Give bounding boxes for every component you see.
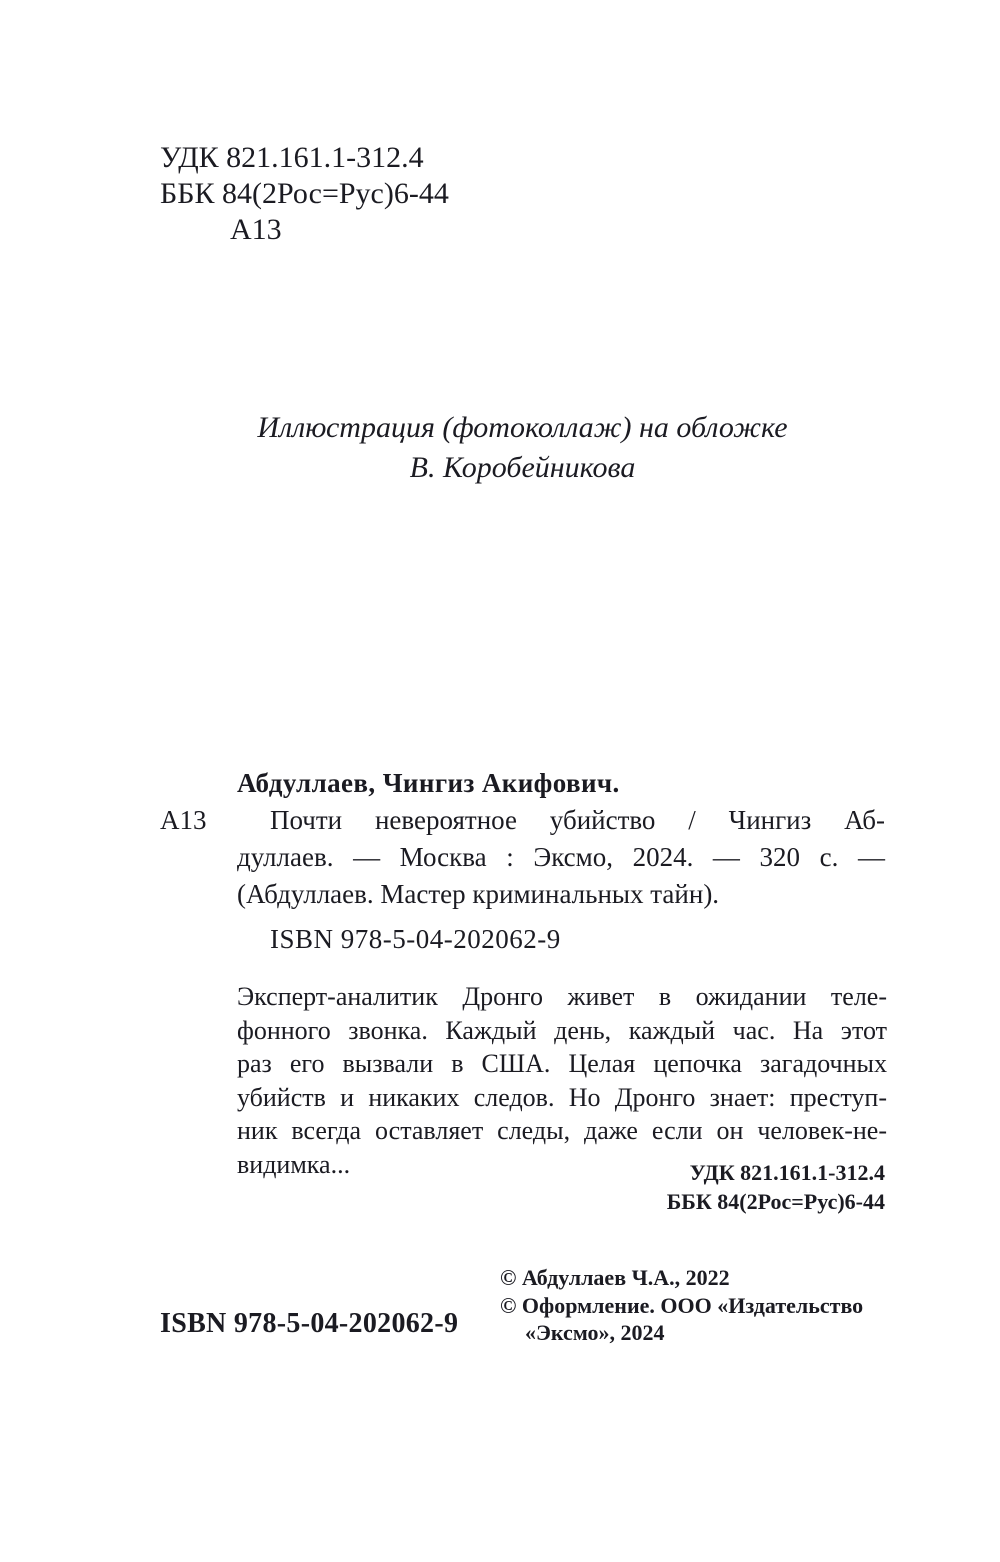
isbn-line: ISBN 978-5-04-202062-9 <box>270 924 561 954</box>
author-sign-code: А13 <box>230 213 282 246</box>
annotation-line: видимка... <box>237 1149 351 1179</box>
annotation-line: Эксперт-аналитик Дронго живет в ожидании теле- <box>237 982 887 1011</box>
catalog-code: А13 <box>160 805 207 835</box>
annotation-line: раз его вызвали в США. Целая цепочка загадочных <box>237 1049 887 1078</box>
catalog-line: Почти невероятное убийство / Чингиз Аб- <box>270 805 885 835</box>
illustration-credit-line: Иллюстрация (фотоколлаж) на обложке <box>257 411 788 444</box>
classification-codes-right <box>667 1158 885 1216</box>
bbk-code-right: ББК 84(2Рос=Рус)6-44 <box>666 1189 885 1214</box>
copyright-line: © Оформление. ООО «Издательство <box>500 1292 864 1318</box>
footer-isbn: ISBN 978-5-04-202062-9 <box>160 1308 459 1339</box>
bbk-code: ББК 84(2Рос=Рус)6-44 <box>160 177 449 210</box>
udk-code: УДК 821.161.1-312.4 <box>160 141 424 174</box>
copyright-line: © Абдуллаев Ч.А., 2022 <box>500 1265 730 1290</box>
top-classification-block <box>160 140 449 248</box>
annotation-line: ник всегда оставляет следы, даже если он человек-не- <box>237 1116 887 1145</box>
copyright-block <box>500 1264 900 1347</box>
illustration-credit <box>160 408 885 488</box>
catalog-line: (Абдуллаев. Мастер криминальных тайн). <box>237 879 720 909</box>
annotation-line: фонного звонка. Каждый день, каждый час. На этот <box>237 1015 887 1045</box>
udk-code-right: УДК 821.161.1-312.4 <box>689 1160 885 1185</box>
catalog-author: Абдуллаев, Чингиз Акифович. <box>237 768 620 798</box>
catalog-entry <box>160 765 885 913</box>
copyright-line: «Эксмо», 2024 <box>525 1320 665 1345</box>
illustration-credit-name: В. Коробейникова <box>409 451 636 484</box>
annotation <box>237 980 887 1181</box>
catalog-line: дуллаев. — Москва : Эксмо, 2024. — 320 с. — <box>237 842 885 872</box>
annotation-line: убийств и никаких следов. Но Дронго знает: преступ- <box>237 1082 887 1112</box>
